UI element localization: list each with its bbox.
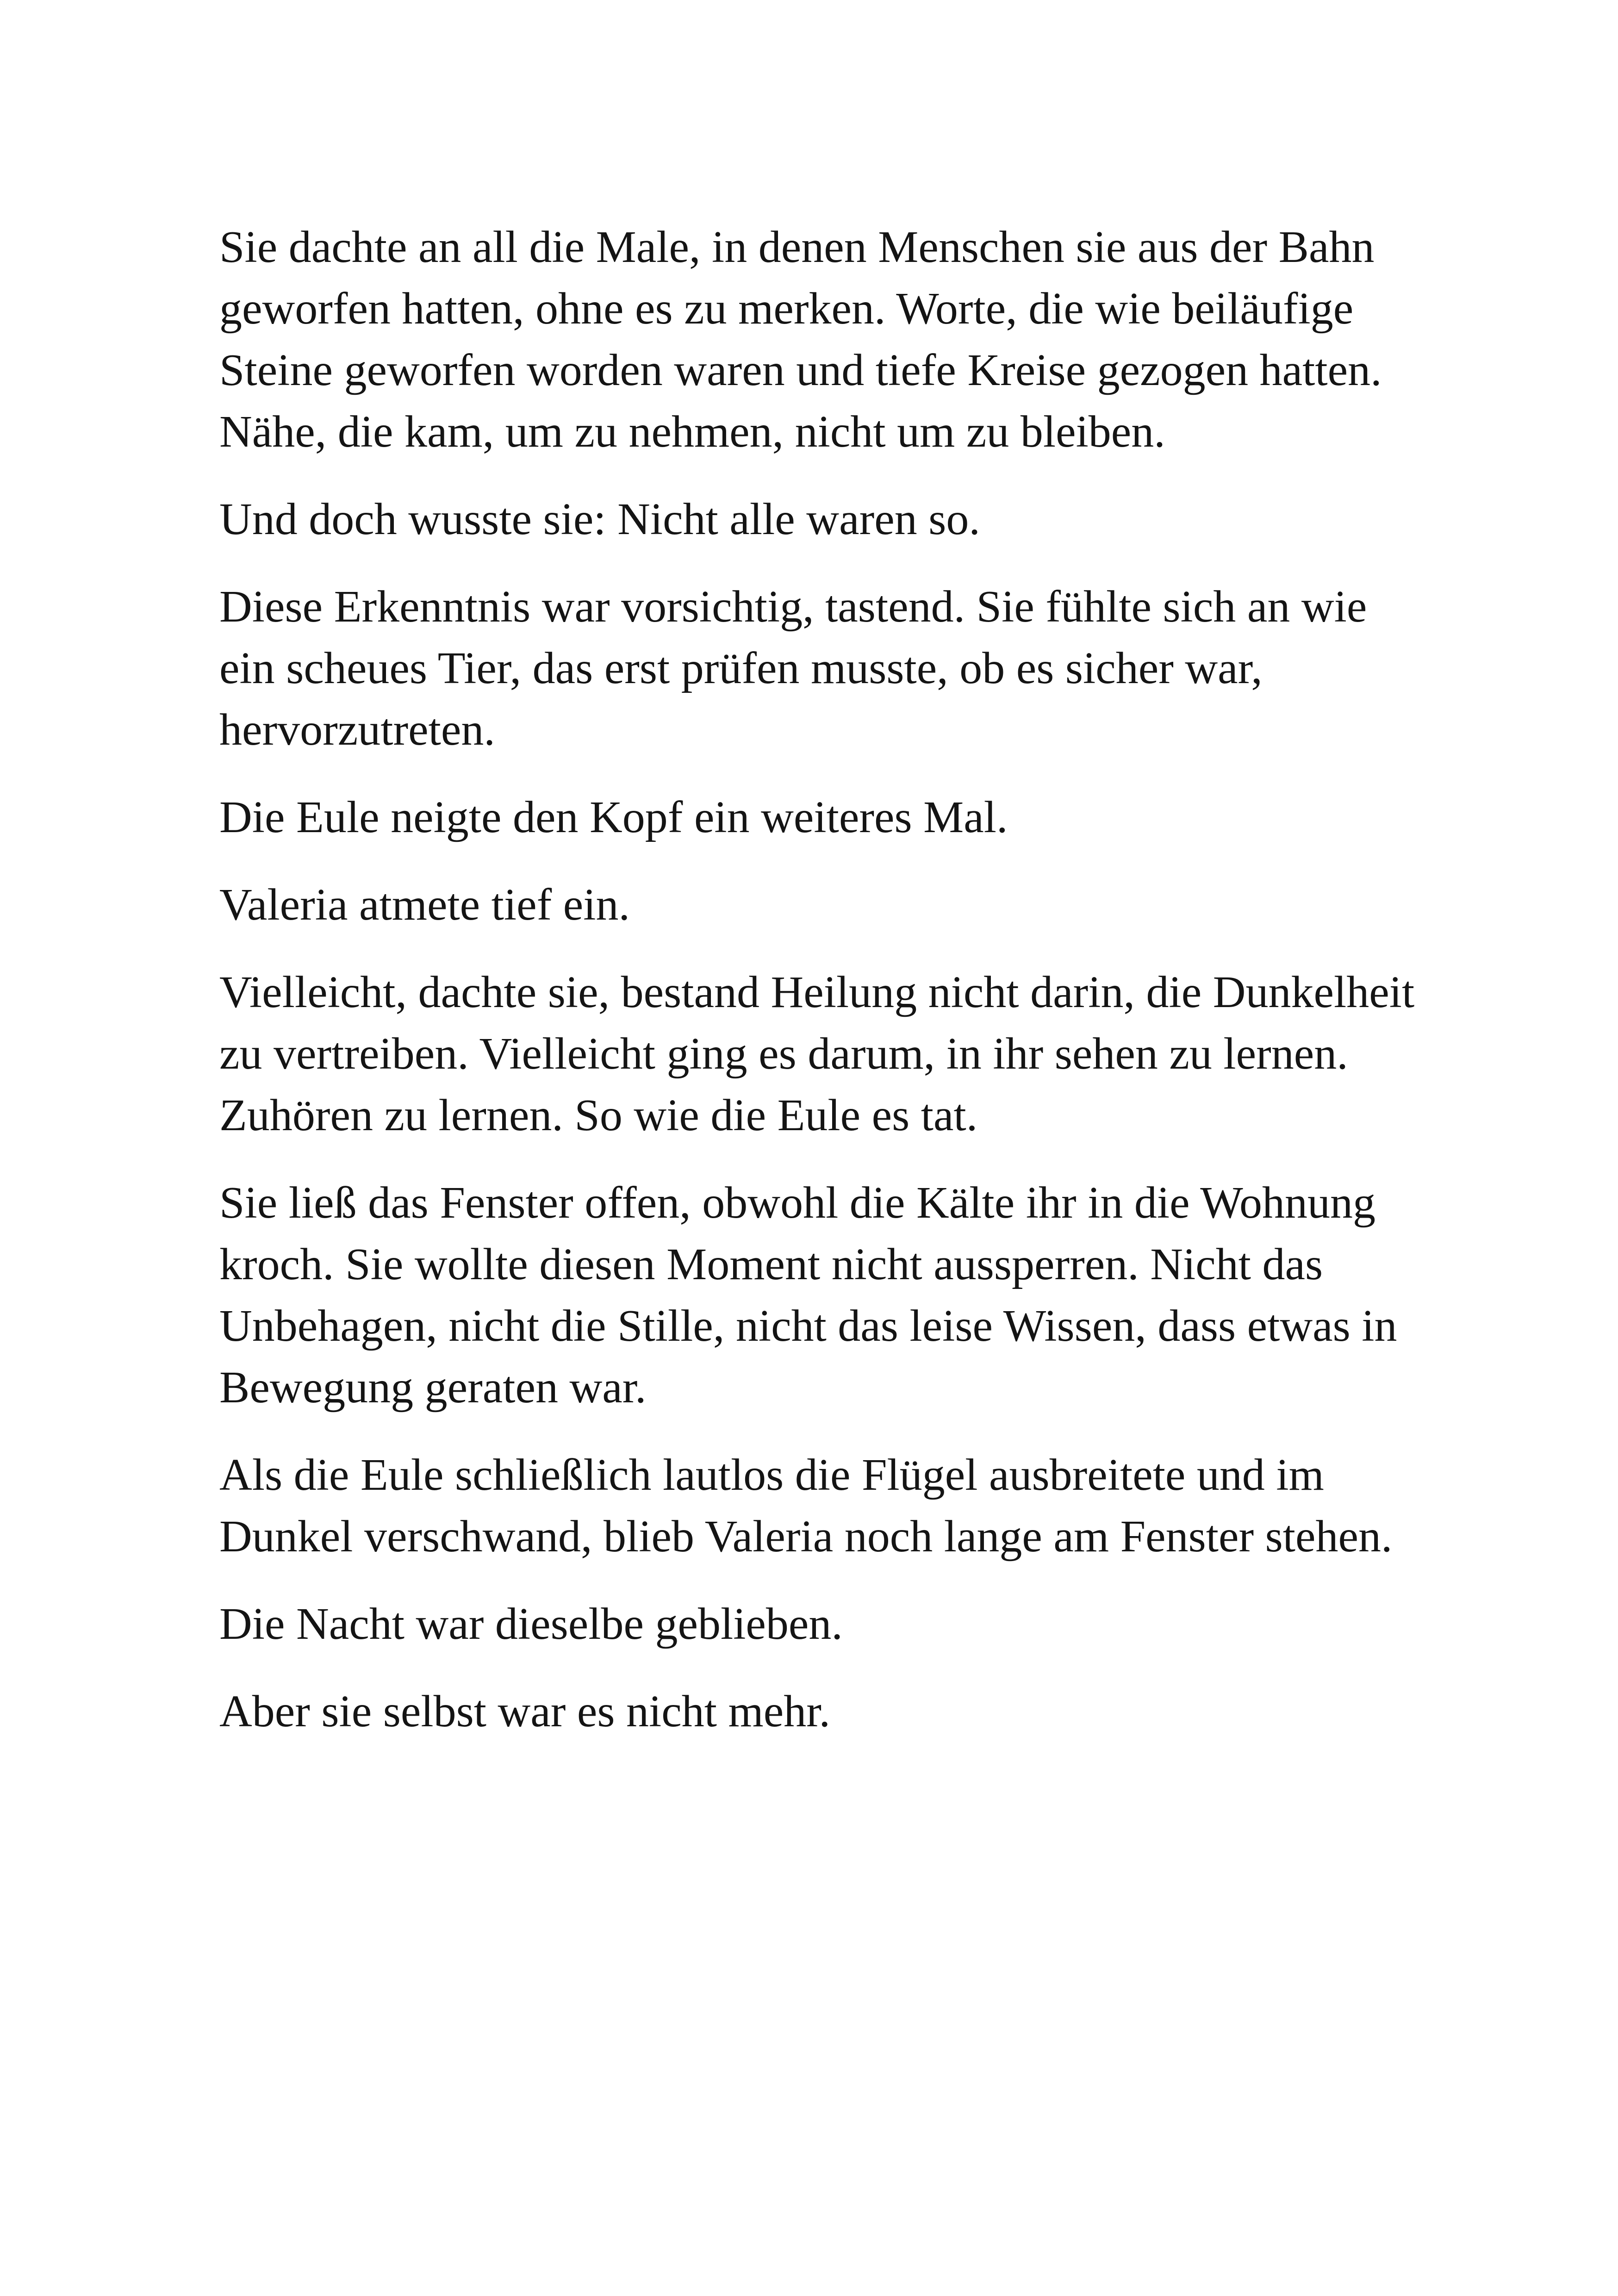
paragraph: Valeria atmete tief ein. [219,880,630,930]
body-text [219,217,1432,1768]
paragraph: Sie dachte an all die Male, in denen Menschen sie aus der Bahn geworfen hatten, ohne es zu merken. Worte, die wie beiläufige Steine geworfen worden waren und tiefe Kreise gezogen hatten. Nähe, die kam, um zu nehmen, nicht um zu bleiben. [219,222,1382,457]
paragraph: Diese Erkenntnis war vorsichtig, tastend. Sie fühlte sich an wie ein scheues Tier, das erst prüfen musste, ob es sicher war, hervorzutreten. [219,582,1367,755]
paragraph: Die Nacht war dieselbe geblieben. [219,1599,843,1649]
paragraph: Aber sie selbst war es nicht mehr. [219,1686,830,1736]
paragraph: Und doch wusste sie: Nicht alle waren so. [219,494,980,544]
paragraph: Sie ließ das Fenster offen, obwohl die Kälte ihr in die Wohnung kroch. Sie wollte diesen Moment nicht aussperren. Nicht das Unbehagen, nicht die Stille, nicht das leise Wissen, dass etwas in Bewegung geraten war. [219,1178,1397,1412]
paragraph: Die Eule neigte den Kopf ein weiteres Mal. [219,792,1008,842]
paragraph: Vielleicht, dachte sie, bestand Heilung nicht darin, die Dunkelheit zu vertreiben. Vielleicht ging es darum, in ihr sehen zu lernen. Zuhören zu lernen. So wie die Eule es tat. [219,967,1415,1140]
paragraph: Als die Eule schließlich lautlos die Flügel ausbreitete und im Dunkel verschwand, blieb Valeria noch lange am Fenster stehen. [219,1450,1393,1562]
